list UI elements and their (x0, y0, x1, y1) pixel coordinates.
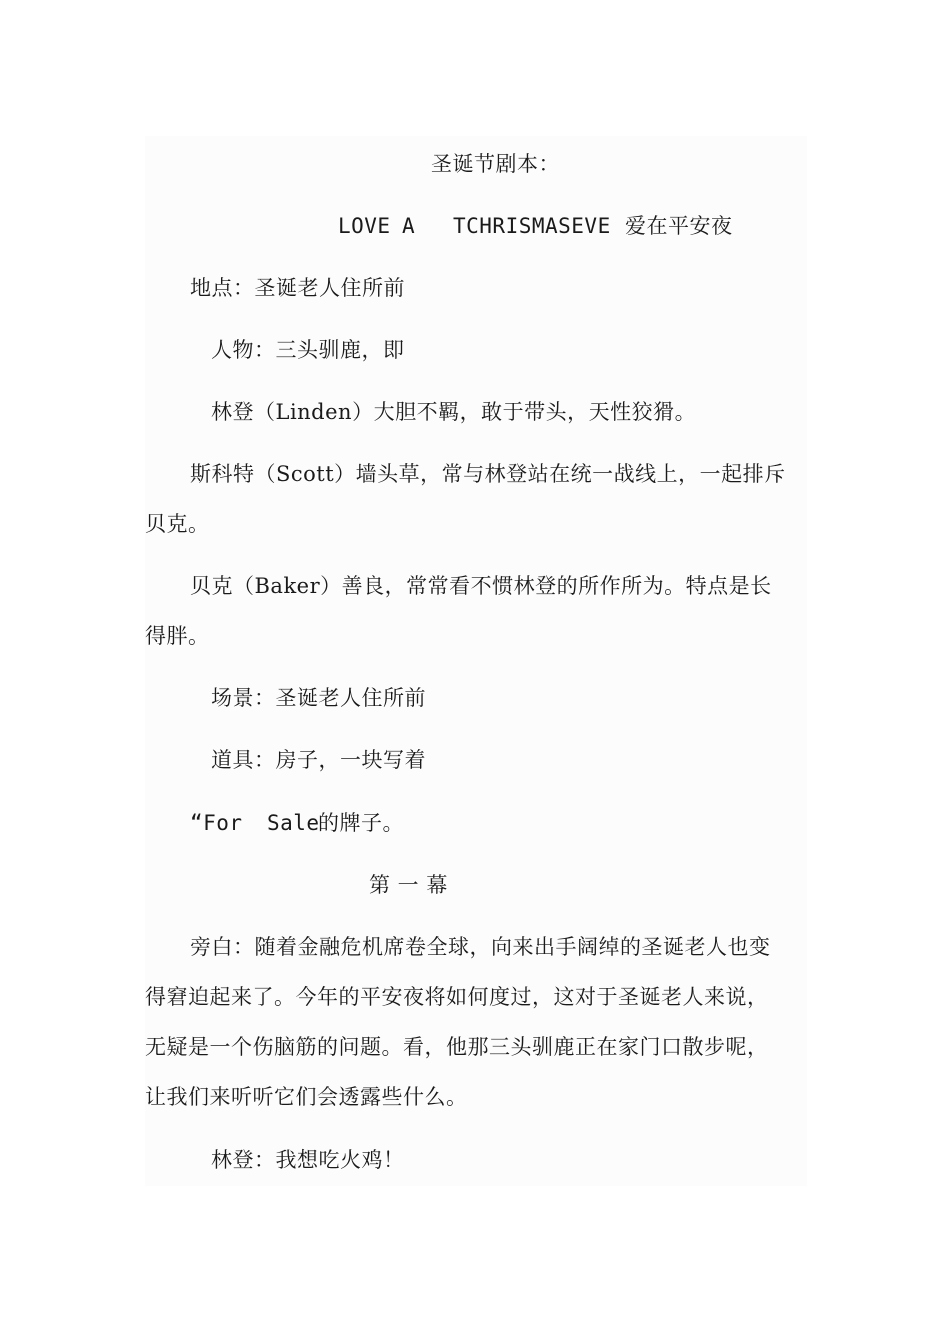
character-scott-line-2: 贝克。 (145, 512, 210, 536)
act-heading: 第 一 幕 (369, 873, 448, 897)
props-line: 道具：房子，一块写着 (211, 748, 426, 772)
narration-line-3: 无疑是一个伤脑筋的问题。看，他那三头驯鹿正在家门口散步呢， (145, 1035, 769, 1059)
narration-line-2: 得窘迫起来了。今年的平安夜将如何度过，这对于圣诞老人来说， (145, 985, 769, 1009)
script-title: 圣诞节剧本： (431, 152, 560, 176)
character-scott-line-1: 斯科特（Scott）墙头草，常与林登站在统一战线上，一起排斥 (190, 462, 786, 486)
scene-line: 场景：圣诞老人住所前 (211, 686, 426, 710)
character-baker-line-2: 得胖。 (145, 624, 210, 648)
subtitle-en-a: A (402, 214, 416, 238)
subtitle-zh: 爱在平安夜 (625, 214, 733, 238)
subtitle-en-love: LOVE (338, 214, 391, 238)
location-line: 地点：圣诞老人住所前 (190, 276, 405, 300)
characters-intro-line: 人物：三头驯鹿，即 (211, 338, 405, 362)
narration-line-1: 旁白：随着金融危机席卷全球，向来出手阔绰的圣诞老人也变 (190, 935, 771, 959)
character-baker-line-1: 贝克（Baker）善良，常常看不惯林登的所作所为。特点是长 (190, 574, 772, 598)
sign-rest: 的牌子。 (318, 811, 404, 835)
subtitle-en-christmas-eve: TCHRISMASEVE (453, 214, 611, 238)
sign-sale: Sale (267, 811, 320, 835)
narration-line-4: 让我们来听听它们会透露些什么。 (145, 1085, 468, 1109)
linden-dialogue-line: 林登：我想吃火鸡！ (211, 1148, 405, 1172)
character-linden-line: 林登（Linden）大胆不羁，敢于带头，天性狡猾。 (211, 400, 697, 424)
sign-for: “For (190, 811, 243, 835)
